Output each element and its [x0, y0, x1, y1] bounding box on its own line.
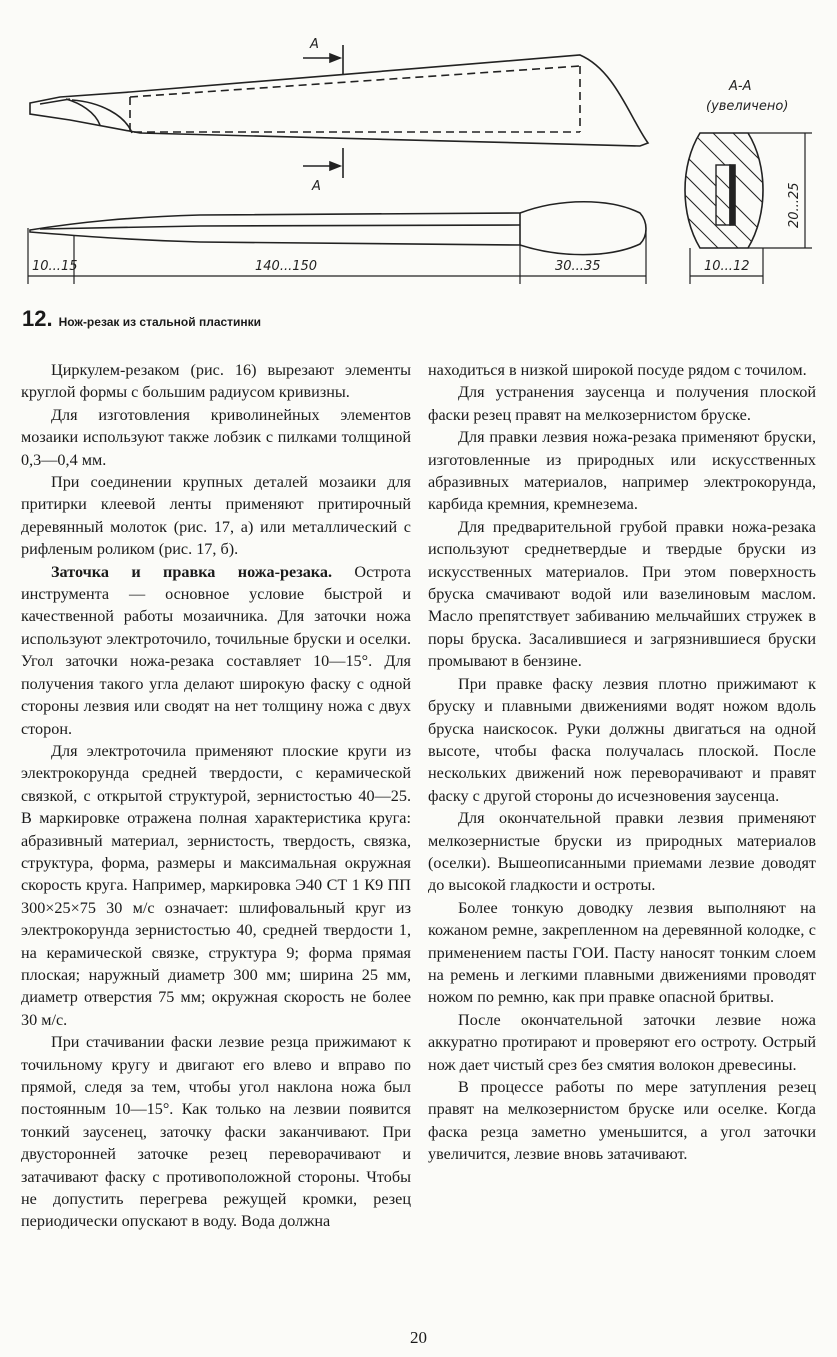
paragraph: При правке фаску лезвия плотно прижимают к бруску и плавными движениями водят ножом вдоль бруска наискосок. Руки должны двигаться на одной высоте, чтобы фаска получалась плоской. После нескольких движений нож переворачивают и правят фаску с другой стороны до исчезновения заусенца. — [428, 674, 816, 805]
paragraph: При стачивании фаски лезвие резца прижимают к точильному кругу и двигают его влево и вправо по прямой, следя за тем, чтобы угол наклона ножа был постоянным 10—15°. Как только на лезвии появится тонкий заусенец, заточку фаски заканчивают. При двусторонней заточке резец переворачивают и затачивают фаску с противоположной стороны. Чтобы не допустить перегрева режущей кромки, резец периодически опускают в воду. Вода должна — [21, 1033, 411, 1231]
section-line-a — [303, 45, 343, 178]
section-label-bottom: A — [312, 179, 321, 194]
section-note: (увеличено) — [706, 99, 789, 114]
right-column — [428, 359, 816, 1166]
section-title: А-А — [729, 79, 752, 94]
cross-section — [680, 130, 780, 260]
figure-caption — [22, 306, 261, 332]
dim-height: 20...25 — [787, 182, 802, 228]
paragraph-text: Острота инструмента — основное условие быстрой и качественной работы мозаичника. Для заточки ножа используют электроточило, точильные бруски и оселки. Угол заточки ножа-резака составляет 10—15°. Для получения такого угла делают широкую фаску с одной стороны лезвия или сводят на нет толщину ножа с двух сторон. — [21, 562, 411, 738]
knife-drawing — [0, 0, 837, 300]
paragraph: находиться в низкой широкой посуде рядом с точилом. — [428, 361, 807, 379]
dim-width: 10...12 — [704, 259, 750, 274]
paragraph: Для предварительной грубой правки ножа-резака используют среднетвердые и твердые бруски из искусственных материалов. При этом поверхность бруска смачивают водой или вазелиновым маслом. Масло препятствует забиванию мельчайших стружек в поры бруска. Засалившиеся и загрязнившиеся бруски промывают в бензине. — [428, 517, 816, 671]
paragraph: При соединении крупных деталей мозаики для притирки клеевой ленты применяют притирочный деревянный молоток (рис. 17, а) или металлический с рифленым роликом (рис. 17, б). — [21, 473, 411, 559]
section-heading: Заточка и правка ножа-резака. — [51, 562, 333, 581]
knife-figure — [0, 0, 837, 300]
dim-tip: 10...15 — [32, 259, 78, 274]
paragraph — [21, 561, 411, 740]
paragraph: Циркулем-резаком (рис. 16) вырезают элементы круглой формы с большим радиусом кривизны. — [21, 361, 411, 402]
dim-body: 140...150 — [255, 259, 318, 274]
paragraph: Более тонкую доводку лезвия выполняют на кожаном ремне, закрепленном на деревянной колодке, с применением пасты ГОИ. Пасту наносят тонким слоем на ремень и легкими плавными движениями проводят ножом по ремню, как при правке опасной бритвы. — [428, 898, 816, 1007]
dim-handle: 30...35 — [555, 259, 601, 274]
section-label-top: A — [310, 37, 319, 52]
paragraph: Для изготовления криволинейных элементов мозаики используют также лобзик с пилками толщиной 0,3—0,4 мм. — [21, 405, 411, 469]
page-number: 20 — [410, 1328, 427, 1347]
left-column — [21, 359, 411, 1233]
paragraph: В процессе работы по мере затупления резец правят на мелкозернистом бруске или оселке. Когда фаска резца заметно уменьшится, а угол заточки увеличится, лезвие вновь затачивают. — [428, 1078, 816, 1164]
figure-caption-text: Нож-резак из стальной пластинки — [58, 315, 262, 329]
figure-number: 12. — [22, 306, 53, 331]
paragraph: Для устранения заусенца и получения плоской фаски резец правят на мелкозернистом бруске. — [428, 383, 816, 424]
paragraph: Для электроточила применяют плоские круги из электрокорунда средней твердости, с керамической связкой, с открытой структурой, зернистостью 40—25. В маркировке отражена полная характеристика круга: абразивный материал, зернистость, твердость, связка, структура, форма, размеры и максимальная окружная скорость круга. Например, маркировка Э40 СТ 1 К9 ПП 300×25×75 30 м/с означает: шлифовальный круг из электрокорунда зернистостью 40, средней твердости 1, на керамической связке, структура 9; форма прямая плоская; наружный диаметр 300 мм; ширина 25 мм, диаметр отверстия 75 мм; окружная скорость не более 30 м/с. — [21, 741, 411, 1029]
knife-top-view — [30, 202, 646, 255]
paragraph: Для окончательной правки лезвия применяют мелкозернистые бруски из природных материалов (оселки). Вышеописанными приемами лезвие доводят до высокой гладкости и остроты. — [428, 809, 816, 895]
paragraph: После окончательной заточки лезвие ножа аккуратно протирают и проверяют его остроту. Острый нож дает чистый срез без смятия волокон древесины. — [428, 1010, 816, 1074]
paragraph: Для правки лезвия ножа-резака применяют бруски, изготовленные из природных или искусственных абразивных материалов, например электрокорунда, карбида кремния, кремнезема. — [428, 428, 816, 514]
knife-side-view — [30, 55, 648, 146]
